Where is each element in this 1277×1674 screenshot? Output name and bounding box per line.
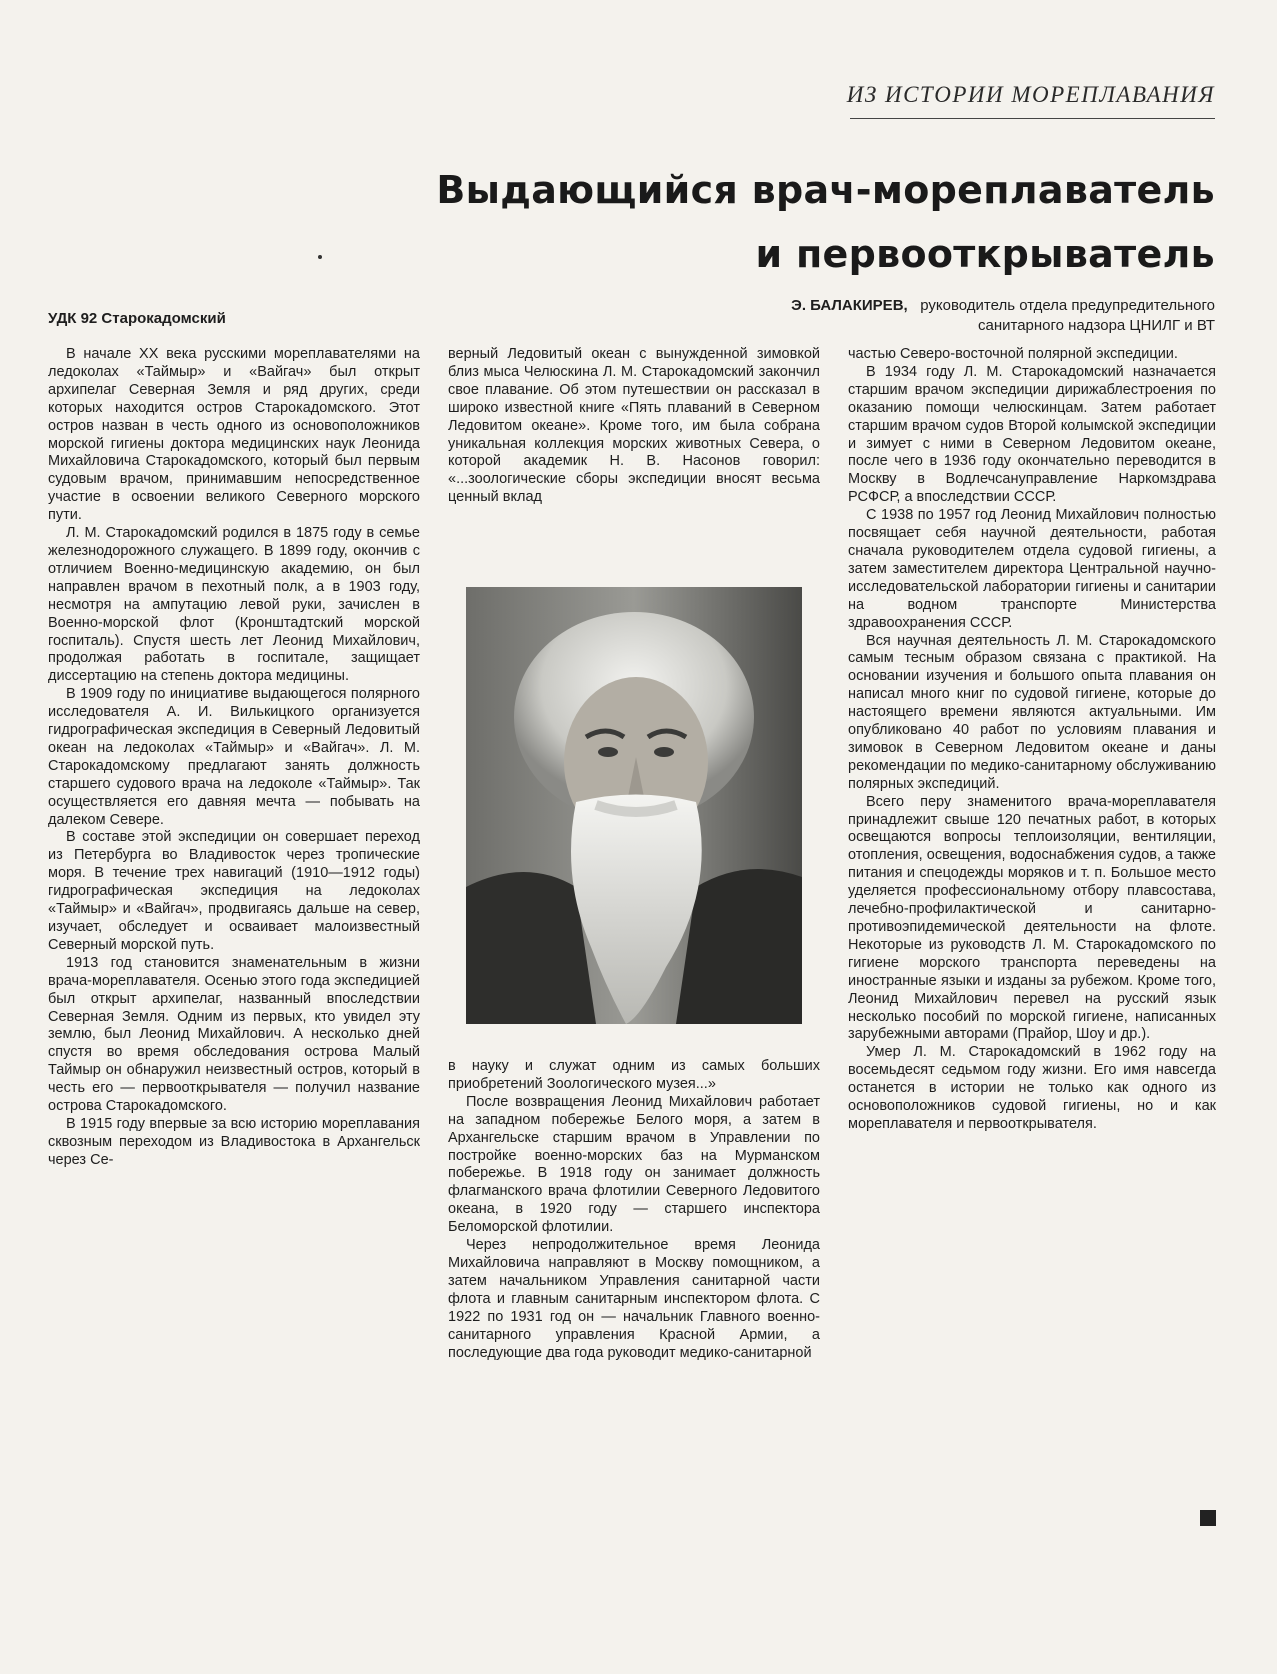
paragraph: С 1938 по 1957 год Леонид Михайлович полностью посвящает себя научной деятельности, работая сначала руководителем отдела судовой гигиены, а затем заместителем директора Центральной научно-исследовательской лаборатории гигиены и санитарии на водном транспорте Министерства здравоохранения СССР. [848, 507, 1216, 631]
paragraph: В 1915 году впервые за всю историю мореплавания сквозным переходом из Владивостока в Архангельск через Се- [48, 1115, 420, 1168]
right-eye [654, 747, 674, 757]
paragraph: верный Ледовитый океан с вынужденной зимовкой близ мыса Челюскина Л. М. Старокадомский закончил свое плавание. Об этом путешествии он рассказал в широко известной книге «Пять плаваний в Северном Ледовитом океане». Кроме того, им была собрана уникальная коллекция морских животных Севера, о которой академик Н. В. Насонов говорил: «...зоологические сборы экспедиции вносят весьма ценный вклад [448, 346, 820, 506]
byline-line-1 [595, 296, 1215, 316]
paragraph: Вся научная деятельность Л. М. Старокадомского самым тесным образом связана с практикой. На основании изучения и большого опыта плавания он написал много книг по судовой гигиене, которые до настоящего времени являются актуальными. Им опубликовано 40 работ по условиям плавания и зимовок в Северном Ледовитом океане и даны рекомендации по медико-санитарному обслуживанию полярных экспедиций. [848, 632, 1216, 792]
article-title [315, 158, 1215, 286]
paragraph: частью Северо-восточной полярной экспедиции. [848, 346, 1178, 362]
paragraph: Через непродолжительное время Леонида Михайловича направляют в Москву помощником, а затем начальником Управления санитарной части флота и главным санитарным инспектором флота. С 1922 по 1931 год он — начальник Главного военно-санитарного управления Красной Армии, а последующие два года руководит медико-санитарной [448, 1237, 820, 1361]
author-role-1: руководитель отдела предупредительного [920, 297, 1215, 314]
paragraph: Всего перу знаменитого врача-мореплавателя принадлежит свыше 120 печатных работ, в которых освещаются вопросы теплоизоляции, вентиляции, отопления, освещения, водоснабжения судов, а также питания и спецодежды моряков и т. п. Большое место уделяется профессиональному отбору плавсостава, лечебно-профилактической и санитарно-противоэпидемической деятельности на флоте. Некоторые из руководств Л. М. Старокадомского по гигиене морского транспорта переведены на иностранные языки и изданы за рубежом. Кроме того, Леонид Михайлович перевел на русский язык несколько пособий по морской гигиене, написанных зарубежными авторами (Прайор, Шоу и др.). [848, 793, 1216, 1043]
paragraph: Умер Л. М. Старокадомский в 1962 году на восемьдесят седьмом году жизни. Его имя навсегда останется в истории не только как одного из основоположников судовой гигиены, но и как мореплавателя и первооткрывателя. [848, 1044, 1216, 1132]
author-role-2: санитарного надзора ЦНИЛГ и ВТ [977, 317, 1215, 334]
column-1 [48, 346, 420, 1170]
end-of-article-mark [1200, 1510, 1216, 1526]
rubric-rule [850, 118, 1215, 119]
paragraph: В 1934 году Л. М. Старокадомский назначается старшим врачом экспедиции дирижаблестроения по оказанию помощи челюскинцам. Затем работает старшим врачом судов Второй колымской экспедиции и зимует с ними в Северном Ледовитом океане, после чего в 1936 году окончательно переводится в Москву в Водлечсануправление Наркомздрава РСФСР, а впоследствии СССР. [848, 363, 1216, 506]
paragraph: В составе этой экспедиции он совершает переход из Петербурга во Владивосток через тропические моря. В течение трех навигаций (1910—1912 годы) гидрографическая экспедиция на ледоколах «Таймыр» и «Вайгач», продвигаясь дальше на север, изучает, обследует и осваивает малоизвестный Северный морской путь. [48, 829, 420, 953]
udk-code: УДК 92 Старокадомский [48, 310, 226, 327]
paragraph: 1913 год становится знаменательным в жизни врача-мореплавателя. Осенью этого года экспедицией был открыт архипелаг, названный впоследствии Северная Земля. Одним из первых, кто увидел эту землю, был Леонид Михайлович. А несколько дней спустя во время обследования острова Малый Таймыр он обнаружил неизвестный остров, который в честь его — первооткрывателя — получил название острова Старокадомского. [48, 954, 420, 1115]
print-speck [318, 255, 322, 259]
section-rubric: ИЗ ИСТОРИИ МОРЕПЛАВАНИЯ [846, 82, 1215, 107]
paragraph: В начале XX века русскими мореплавателями на ледоколах «Таймыр» и «Вайгач» был открыт архипелаг Северная Земля и ряд других, среди которых находится остров Старокадомского. Этот остров назван в честь одного из основоположников морской гигиены доктора медицинских наук Леонида Михайловича Старокадомского, который был первым судовым врачом, принимавшим непосредственное участие в освоении великого Северного морского пути. [48, 346, 420, 524]
portrait-photo [466, 587, 802, 1024]
column-2-top [448, 346, 820, 507]
left-eye [598, 747, 618, 757]
byline [595, 296, 1215, 336]
column-3 [848, 346, 1216, 1134]
column-2-bottom [448, 1058, 820, 1362]
paragraph: После возвращения Леонид Михайлович работает на западном побережье Белого моря, а затем в Архангельске старшим врачом в Управлении по постройке военно-морских баз на Мурманском побережье. В 1918 году он занимает должность флагманского врача флотилии Северного Ледовитого океана, в 1920 году — старшего инспектора Беломорской флотилии. [448, 1093, 820, 1236]
paragraph: в науку и служат одним из самых больших приобретений Зоологического музея...» [448, 1058, 820, 1092]
paragraph: В 1909 году по инициативе выдающегося полярного исследователя А. И. Вилькицкого организуется гидрографическая экспедиция в Северный Ледовитый океан на ледоколах «Таймыр» и «Вайгач». Л. М. Старокадомскому предлагают занять должность старшего судового врача на ледоколе «Таймыр». Так осуществляется его давняя мечта — побывать на далеком Севере. [48, 686, 420, 828]
title-line-1: Выдающийся врач-мореплаватель [436, 168, 1215, 212]
author-name: Э. БАЛАКИРЕВ, [791, 297, 908, 314]
title-line-2: и первооткрыватель [755, 232, 1215, 276]
paragraph: Л. М. Старокадомский родился в 1875 году в семье железнодорожного служащего. В 1899 году, окончив с отличием Военно-медицинскую академию, он был направлен врачом в пехотный полк, а в 1903 году, несмотря на ампутацию левой руки, зачислен в Военно-морской флот (Кронштадтский морской госпиталь). Спустя шесть лет Леонид Михайлович, продолжая работать в госпитале, защищает диссертацию на степень доктора медицины. [48, 525, 420, 685]
